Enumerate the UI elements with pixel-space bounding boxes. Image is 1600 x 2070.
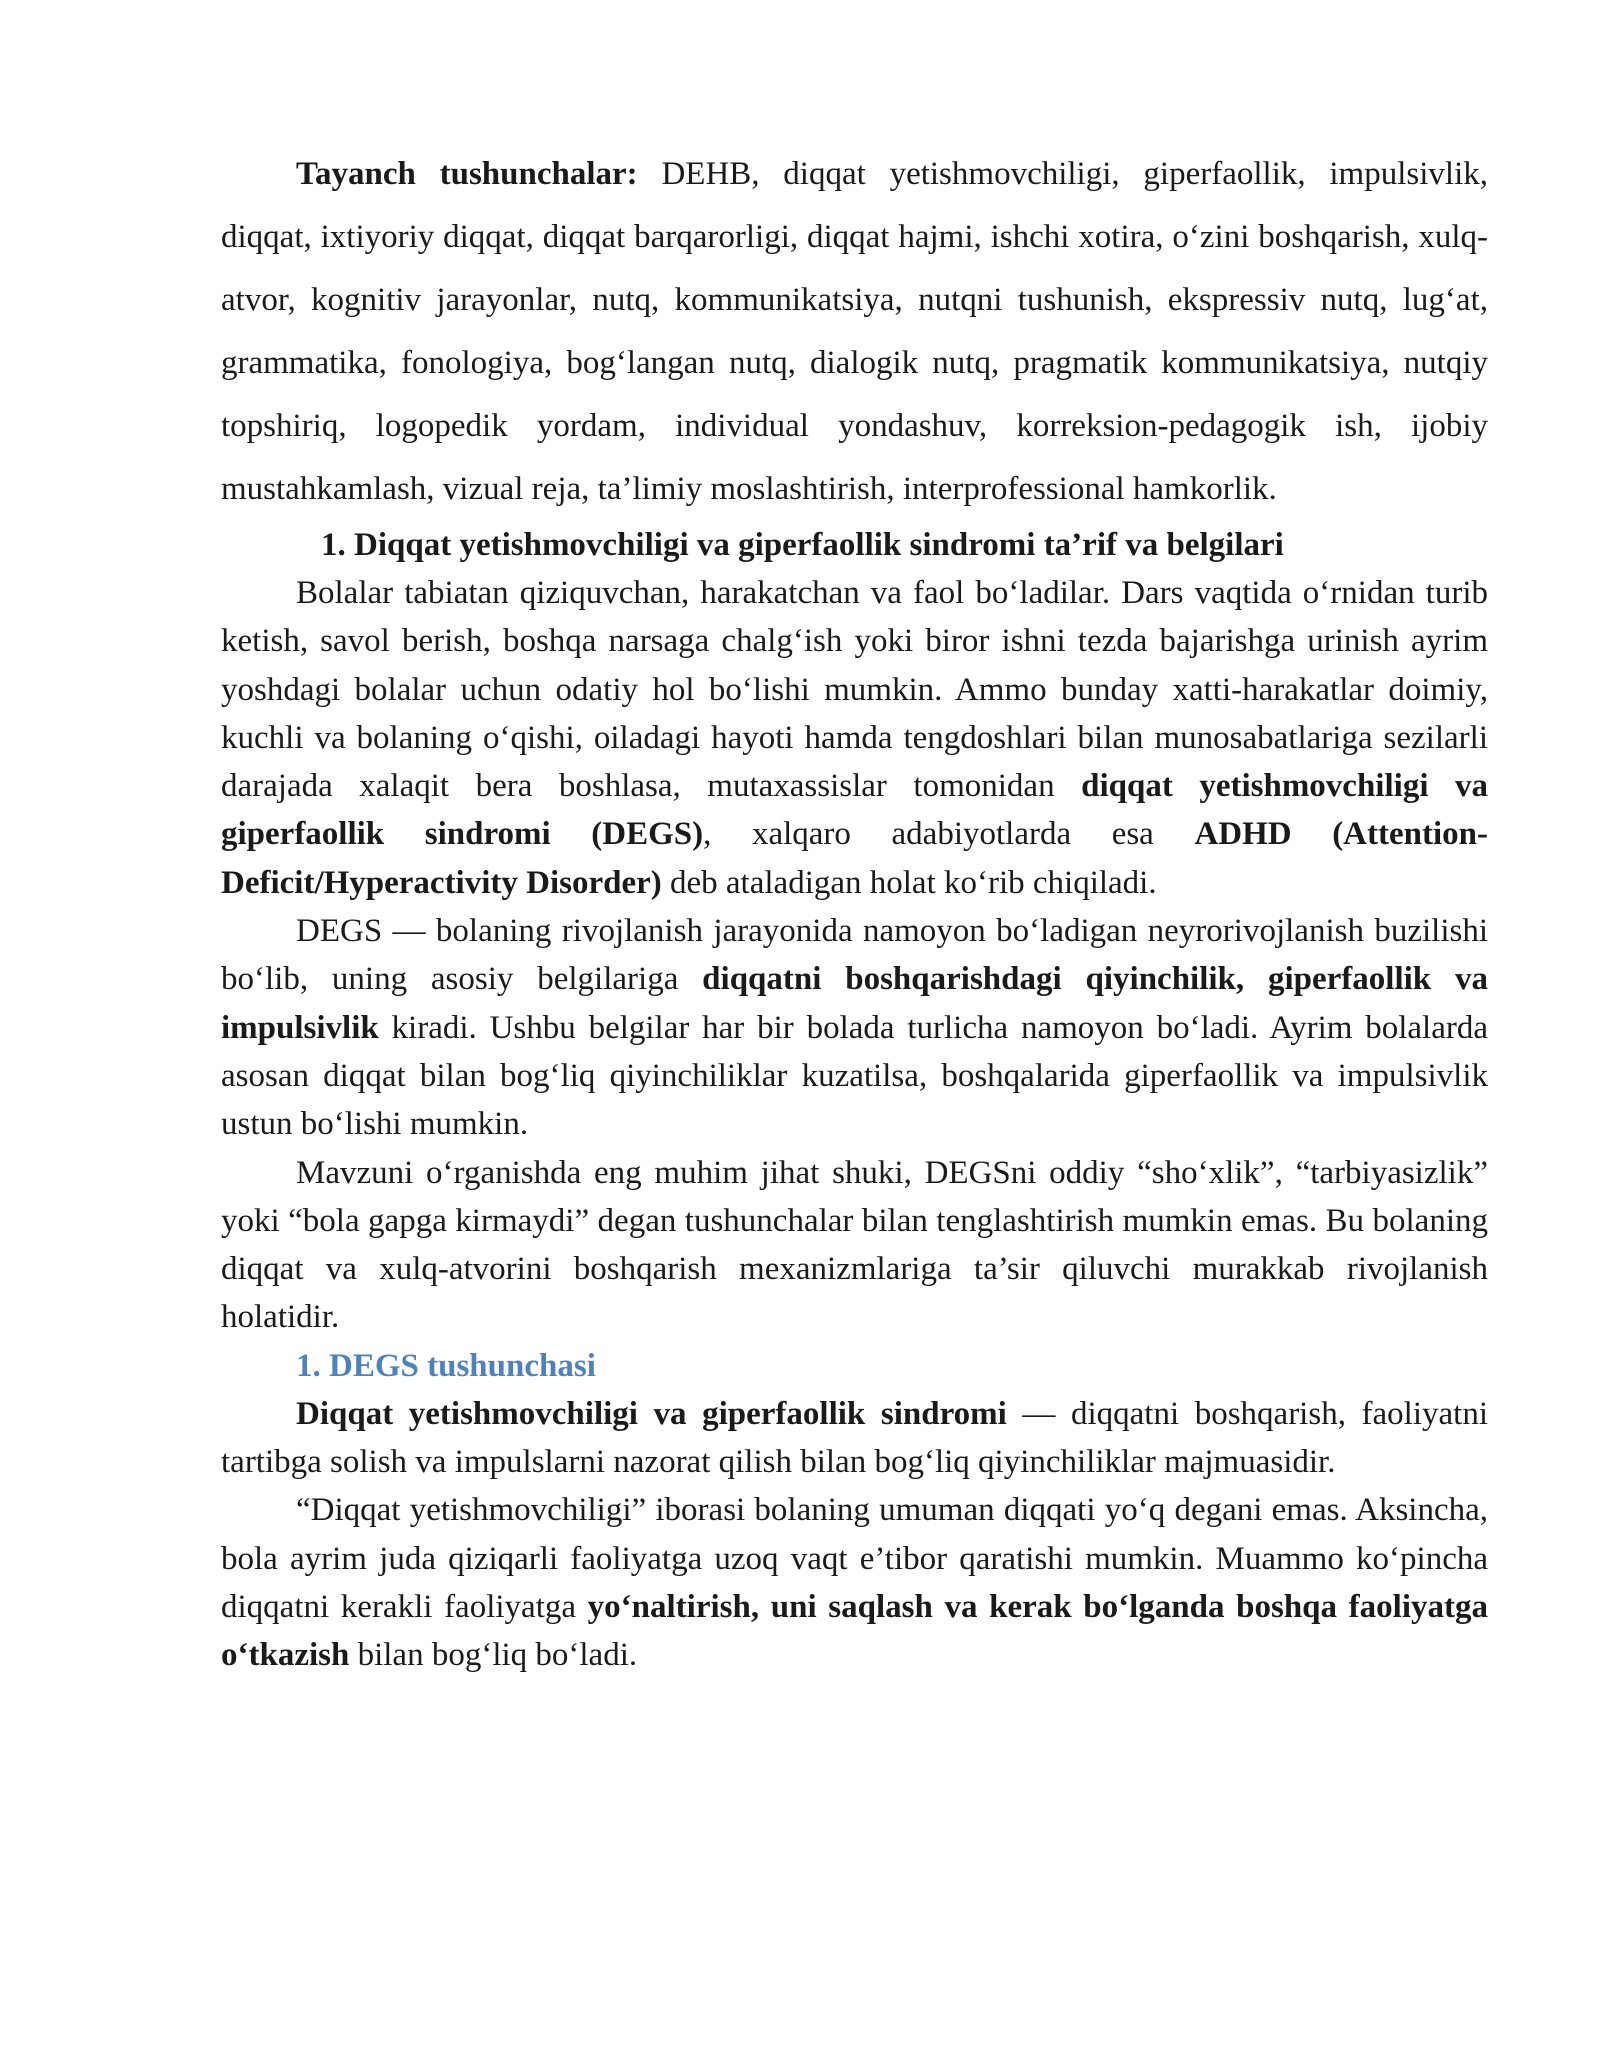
paragraph-text: — diqqatni boshqarish, faoliyatni tartibga solish va impulslarni nazorat qilish bilan bog‘liq qiyinchiliklar majmuasidir. — [221, 1395, 1488, 1481]
paragraph-text: DEGS — bolaning rivojlanish jarayonida namoyon bo‘ladigan neyrorivojlanish buzilishi bo‘lib, uning asosiy belgilariga — [221, 913, 1488, 998]
paragraph-text: , xalqaro adabiyotlarda esa — [703, 816, 1195, 853]
paragraph-text: “Diqqat yetishmovchiligi” iborasi bolaning umuman diqqati yo‘q degani emas. Aksincha, bola ayrim juda qiziqarli faoliyatga uzoq vaqt e’tibor qaratishi mumkin. Muammo ko‘pincha diqqatni kerakli faoliyatga — [221, 1492, 1488, 1625]
paragraph-text: kiradi. Ushbu belgilar har bir bolada turlicha namoyon bo‘ladi. Ayrim bolalarda asosan diqqat bilan bog‘liq qiyinchiliklar kuzatilsa, boshqalarida giperfaollik va impulsivlik ustun bo‘lishi mumkin. — [221, 1009, 1488, 1143]
keywords-paragraph — [221, 143, 1488, 521]
keywords-label: Tayanch tushunchalar: — [296, 156, 638, 192]
keywords-text: DEHB, diqqat yetishmovchiligi, giperfaollik, impulsivlik, diqqat, ixtiyoriy diqqat, diqqat barqarorligi, diqqat hajmi, ishchi xotira, o‘zini boshqarish, xulq-atvor, kognitiv jarayonlar, nutq, kommunikatsiya, nutqni tushunish, ekspressiv nutq, lug‘at, grammatika, fonologiya, bog‘langan nutq, dialogik nutq, pragmatik kommunikatsiya, nutqiy topshiriq, logopedik yordam, individual yondashuv, korreksion-pedagogik ish, ijobiy mustahkamlash, vizual reja, ta’limiy moslashtirish, interprofessional hamkorlik. — [221, 156, 1488, 507]
bold-term: yo‘naltirish, uni saqlash va kerak bo‘lganda boshqa faoliyatga o‘tkazish — [221, 1588, 1488, 1674]
paragraph-text: deb ataladigan holat ko‘rib chiqiladi. — [661, 864, 1157, 901]
paragraph-degs-definition — [221, 907, 1488, 1148]
paragraph-text: Bolalar tabiatan qiziquvchan, harakatchan va faol bo‘ladilar. Dars vaqtida o‘rnidan turib ketish, savol berish, boshqa narsaga chalg‘ish yoki biror ishni tezda bajarishga urinish ayrim yoshdagi bolalar uchun odatiy hol bo‘lishi mumkin. Ammo bunday xatti-harakatlar doimiy, kuchli va bolaning o‘qishi, oiladagi hayoti hamda tengdoshlari bilan munosabatlariga sezilarli darajada xalaqit bera boshlasa, mutaxassislar tomonidan — [221, 575, 1488, 805]
document-page — [221, 143, 1488, 1680]
paragraph-importance — [221, 1149, 1488, 1342]
bold-term: diqqatni boshqarishdagi qiyinchilik, giperfaollik va impulsivlik — [221, 961, 1488, 1046]
paragraph-text: bilan bog‘liq bo‘ladi. — [349, 1637, 638, 1674]
section-title: 1. Diqqat yetishmovchiligi va giperfaollik sindromi ta’rif va belgilari — [321, 527, 1284, 563]
paragraph-text: Mavzuni o‘rganishda eng muhim jihat shuki, DEGSni oddiy “sho‘xlik”, “tarbiyasizlik” yoki “bola gapga kirmaydi” degan tushunchalar bilan tenglashtirish mumkin emas. Bu bolaning diqqat va xulq-atvorini boshqarish mexanizmlariga ta’sir qiluvchi murakkab rivojlanish holatidir. — [221, 1154, 1488, 1336]
bold-term: Diqqat yetishmovchiligi va giperfaollik sindromi — [296, 1395, 1007, 1432]
bold-term: ADHD (Attention-Deficit/Hyperactivity Disorder) — [221, 816, 1488, 901]
subsection-title: 1. DEGS tushunchasi — [296, 1347, 596, 1384]
paragraph-intro — [221, 569, 1488, 907]
paragraph-attention-deficit — [221, 1486, 1488, 1679]
paragraph-concept — [221, 1390, 1488, 1487]
bold-term: diqqat yetishmovchiligi va giperfaollik sindromi (DEGS) — [221, 768, 1488, 853]
